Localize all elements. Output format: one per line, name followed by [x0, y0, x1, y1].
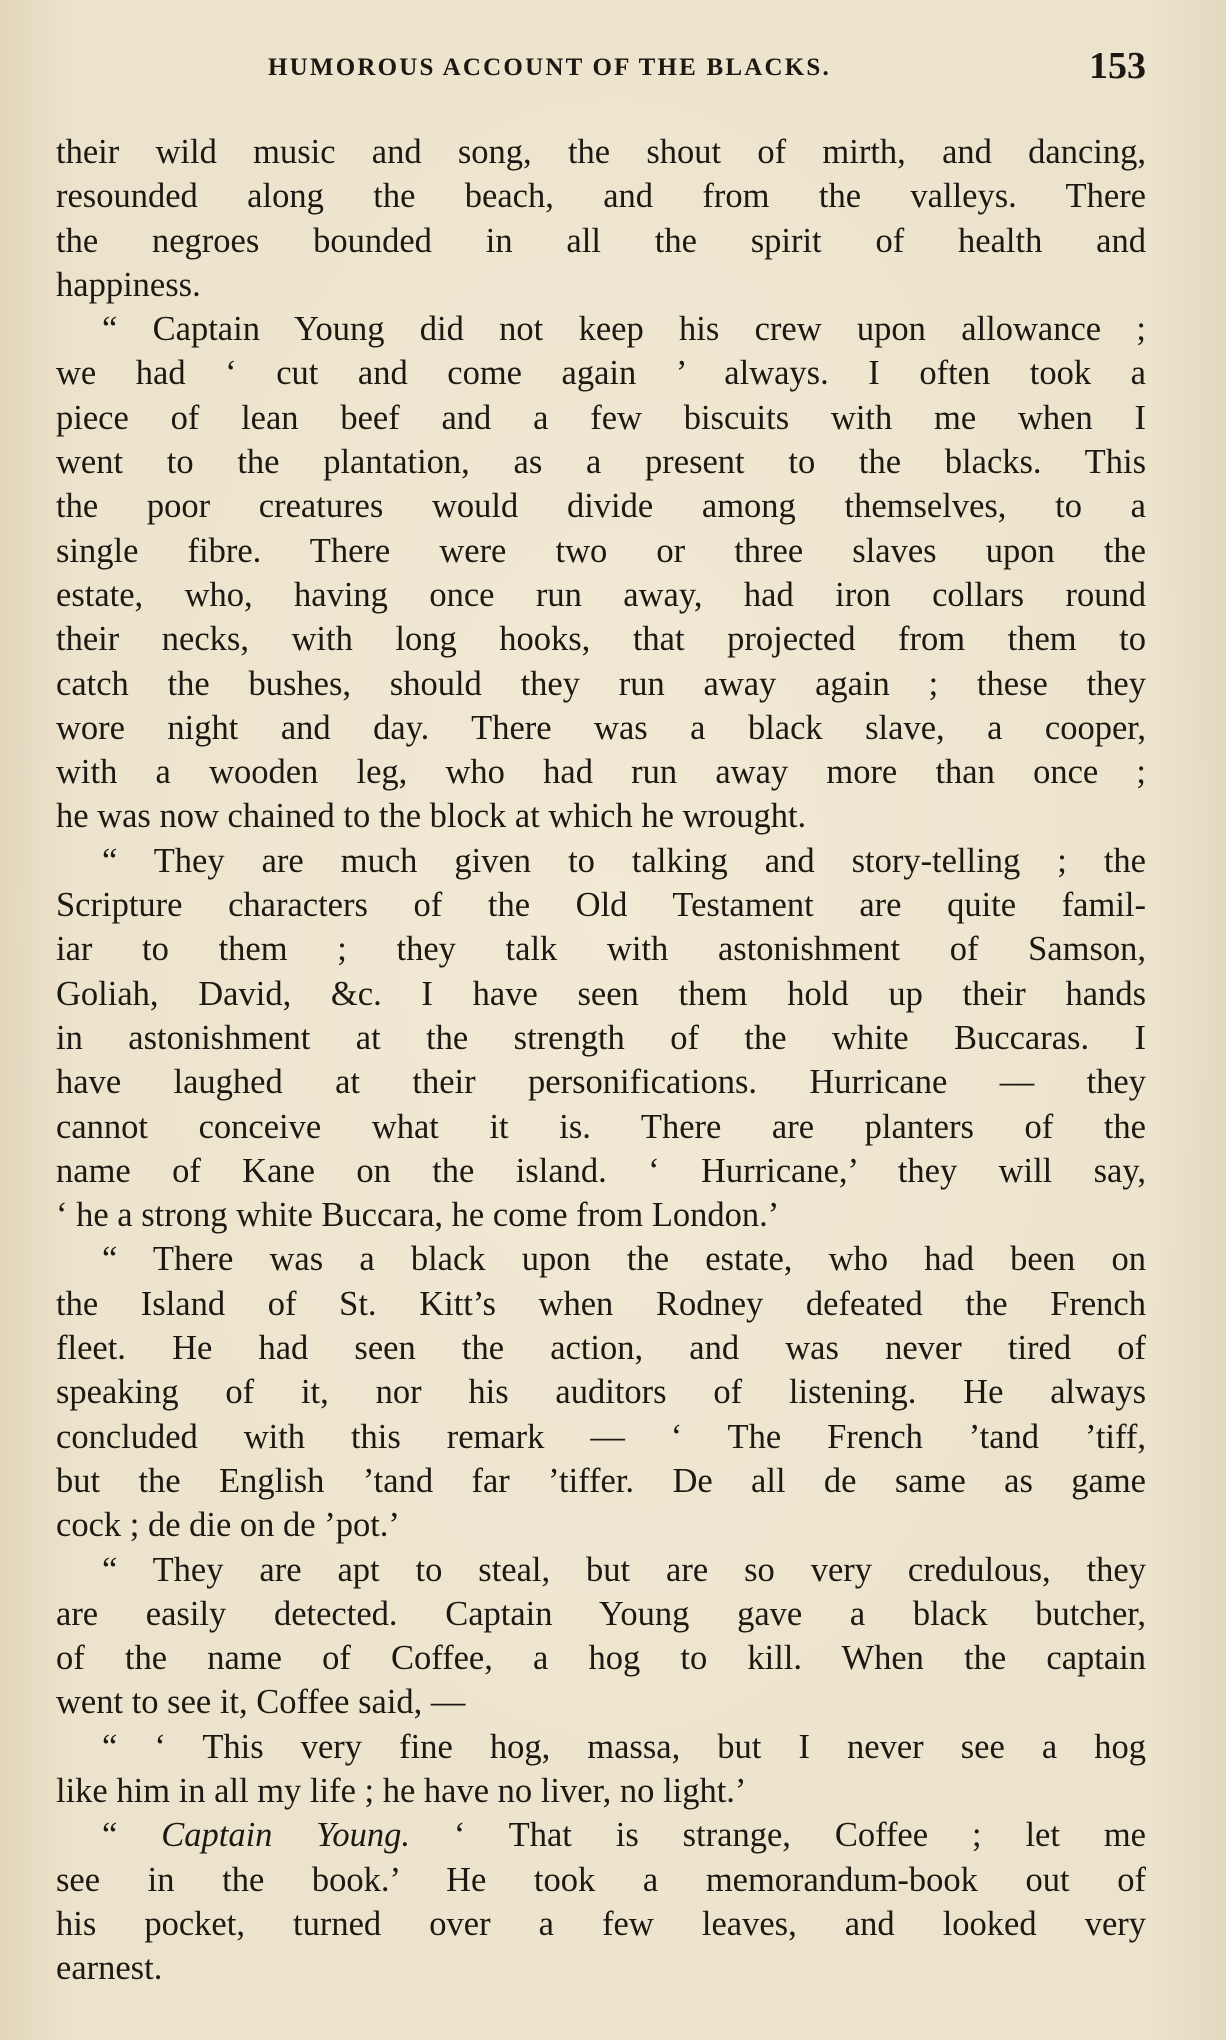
text-line: resounded along the beach, and from the valleys. There	[56, 177, 1146, 216]
text-line: “ There was a black upon the estate, who had been on	[102, 1240, 1146, 1279]
text-line: cannot conceive what it is. There are planters of the	[56, 1107, 1146, 1146]
text-line: cock ; de die on de ’pot.’	[56, 1506, 400, 1545]
text-line: have laughed at their personifications. Hurricane — they	[56, 1063, 1146, 1102]
text-line: estate, who, having once run away, had iron collars round	[56, 575, 1146, 614]
text-line: “ They are much given to talking and story-telling ; the	[102, 841, 1146, 880]
running-head	[56, 44, 1146, 94]
text-line: his pocket, turned over a few leaves, and looked very	[56, 1904, 1146, 1943]
text-line: but the English ’tand far ’tiffer. De all de same as game	[56, 1461, 1146, 1500]
text-line: “ They are apt to steal, but are so very credulous, they	[102, 1550, 1146, 1589]
text-line: catch the bushes, should they run away again ; these they	[56, 664, 1146, 703]
body-text	[56, 130, 1146, 1990]
text-line: their necks, with long hooks, that projected from them to	[56, 620, 1146, 659]
text-line: see in the book.’ He took a memorandum-book out of	[56, 1860, 1146, 1899]
text-line: of the name of Coffee, a hog to kill. When the captain	[56, 1639, 1146, 1678]
text-line: iar to them ; they talk with astonishment of Samson,	[56, 930, 1146, 969]
text-line: piece of lean beef and a few biscuits with me when I	[56, 398, 1146, 437]
text-line: went to the plantation, as a present to the blacks. This	[56, 443, 1146, 482]
text-line: their wild music and song, the shout of mirth, and dancing,	[56, 133, 1146, 171]
text-line: in astonishment at the strength of the white Buccaras. I	[56, 1018, 1146, 1057]
speaker-name: Captain Young.	[161, 1816, 410, 1855]
text-line: concluded with this remark — ‘ The French ’tand ’tiff,	[56, 1417, 1146, 1456]
running-title: HUMOROUS ACCOUNT OF THE BLACKS.	[268, 54, 831, 81]
text-line: “ ‘ This very fine hog, massa, but I never see a hog	[102, 1727, 1146, 1766]
text-line: Scripture characters of the Old Testament are quite famil-	[56, 886, 1146, 925]
text-line: the poor creatures would divide among themselves, to a	[56, 487, 1146, 526]
text-line: “ Captain Young. ‘ That is strange, Coffee ; let me	[102, 1816, 1146, 1855]
text-line: the Island of St. Kitt’s when Rodney defeated the French	[56, 1284, 1146, 1323]
text-line: earnest.	[56, 1949, 163, 1988]
text-line: we had ‘ cut and come again ’ always. I often took a	[56, 354, 1146, 393]
text-line: name of Kane on the island. ‘ Hurricane,’ they will say,	[56, 1151, 1146, 1190]
text-line: wore night and day. There was a black slave, a cooper,	[56, 708, 1146, 747]
text-line: he was now chained to the block at which he wrought.	[56, 797, 807, 836]
text-line: single fibre. There were two or three slaves upon the	[56, 531, 1146, 570]
page-number: 153	[1089, 45, 1146, 87]
text-line: happiness.	[56, 265, 201, 304]
text-line: the negroes bounded in all the spirit of health and	[56, 221, 1146, 260]
text-line: with a wooden leg, who had run away more than once ;	[56, 753, 1146, 792]
text-line: went to see it, Coffee said, —	[56, 1683, 466, 1722]
text-line: speaking of it, nor his auditors of listening. He always	[56, 1373, 1146, 1412]
text-line: are easily detected. Captain Young gave a black butcher,	[56, 1594, 1146, 1633]
text-line: fleet. He had seen the action, and was never tired of	[56, 1329, 1146, 1368]
text-line: Goliah, David, &c. I have seen them hold up their hands	[56, 974, 1146, 1013]
text-line: ‘ he a strong white Buccara, he come from London.’	[56, 1196, 780, 1235]
text-line: like him in all my life ; he have no liver, no light.’	[56, 1771, 747, 1810]
text-line: “ Captain Young did not keep his crew upon allowance ;	[102, 310, 1146, 349]
